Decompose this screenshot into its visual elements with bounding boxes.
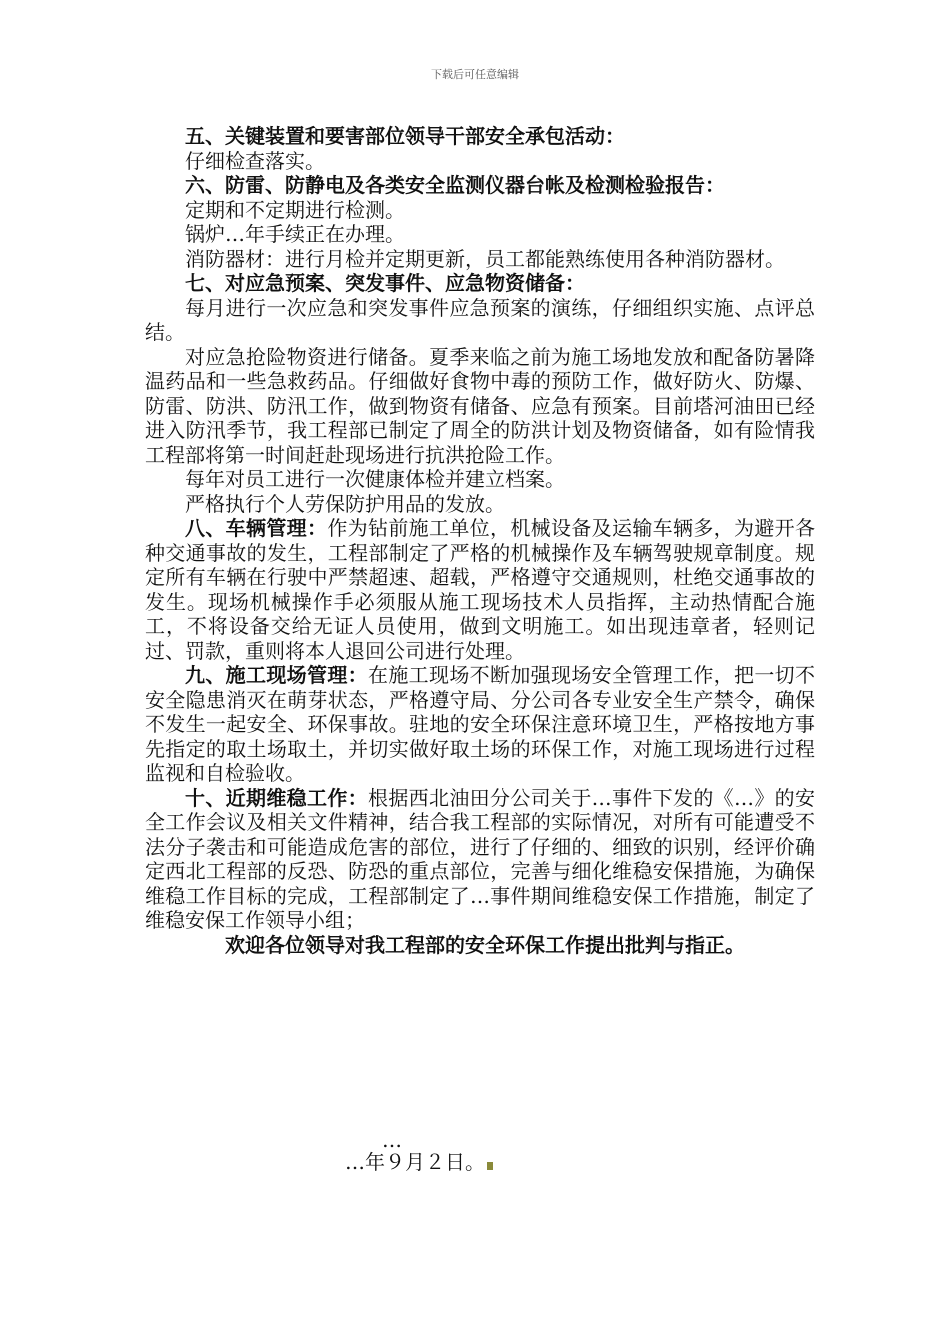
heading-text: 五、关键装置和要害部位领导干部安全承包活动： bbox=[185, 124, 625, 148]
date-line bbox=[345, 1146, 493, 1175]
closing-remark: 欢迎各位领导对我工程部的安全环保工作提出批判与指正。 bbox=[225, 932, 745, 957]
paragraph: 对应急抢险物资进行储备。夏季来临之前为施工场地发放和配备防暑降温药品和一些急救药品。仔细做好食物中毒的预防工作，做好防火、防爆、防雷、防洪、防汛工作，做到物资有储备、应急有预案。目前塔河油田已经进入防汛季节，我工程部已制定了周全的防洪计划及物资储备，如有险情我工程部将第一时间赶赴现场进行抗洪抢险工作。 bbox=[145, 344, 815, 467]
heading-text: 八、车辆管理： bbox=[185, 516, 328, 540]
paragraph: 消防器材：进行月检并定期更新，员工都能熟练使用各种消防器材。 bbox=[185, 246, 785, 271]
section-heading-6 bbox=[145, 173, 815, 198]
heading-text: 六、防雷、防静电及各类安全监测仪器台帐及检测检验报告： bbox=[185, 173, 725, 197]
paragraph: 每年对员工进行一次健康体检并建立档案。 bbox=[185, 467, 565, 491]
paragraph: 锅炉…年手续正在办理。 bbox=[185, 222, 405, 246]
date-text: …年９月２日。 bbox=[345, 1150, 485, 1174]
heading-text: 九、施工现场管理： bbox=[185, 663, 368, 687]
section-heading-5 bbox=[145, 124, 815, 149]
page-header: 下载后可任意编辑 bbox=[431, 68, 519, 81]
section-8-vehicle-management bbox=[145, 516, 815, 663]
paragraph: 定期和不定期进行检测。 bbox=[185, 197, 405, 222]
heading-text: 十、近期维稳工作： bbox=[185, 785, 368, 810]
paragraph-text: 作为钻前施工单位，机械设备及运输车辆多，为避开各种交通事故的发生，工程部制定了严格的机械操作及车辆驾驶规章制度。规定所有车辆在行驶中严禁超速、超载，严格遵守交通规则，杜绝交通事故的发生。现场机械操作手必须服从施工现场技术人员指挥，主动热情配合施工，不将设备交给无证人员使用，做到文明施工。如出现违章者，轻则记过、罚款，重则将本人退回公司进行处理。 bbox=[145, 516, 816, 663]
heading-text: 七、对应急预案、突发事件、应急物资储备： bbox=[185, 271, 585, 295]
paragraph: 严格执行个人劳保防护用品的发放。 bbox=[185, 491, 505, 516]
signature: … bbox=[382, 1128, 402, 1152]
paragraph: 仔细检查落实。 bbox=[185, 148, 325, 173]
paragraph-mark-icon bbox=[487, 1162, 493, 1170]
section-heading-7 bbox=[145, 271, 815, 296]
document-body bbox=[145, 124, 815, 957]
paragraph: 每月进行一次应急和突发事件应急预案的演练，仔细组织实施、点评总结。 bbox=[145, 295, 815, 344]
section-10-stability-work bbox=[145, 786, 815, 933]
section-9-site-management bbox=[145, 663, 815, 786]
paragraph-text: 根据西北油田分公司关于…事件下发的《…》的安全工作会议及相关文件精神，结合我工程部的实际情况，对所有可能遭受不法分子袭击和可能造成危害的部位，进行了仔细的、细致的识别，经评价确定西北工程部的反恐、防恐的重点部位，完善与细化维稳安保措施，为确保维稳工作目标的完成，工程部制定了…事件期间维稳安保工作措施，制定了维稳安保工作领导小组； bbox=[145, 785, 815, 932]
paragraph-text: 在施工现场不断加强现场安全管理工作，把一切不安全隐患消灭在萌芽状态，严格遵守局、分公司各专业安全生产禁令，确保不发生一起安全、环保事故。驻地的安全环保注意环境卫生，严格按地方事先指定的取土场取土，并切实做好取土场的环保工作，对施工现场进行过程监视和自检验收。 bbox=[145, 663, 815, 785]
